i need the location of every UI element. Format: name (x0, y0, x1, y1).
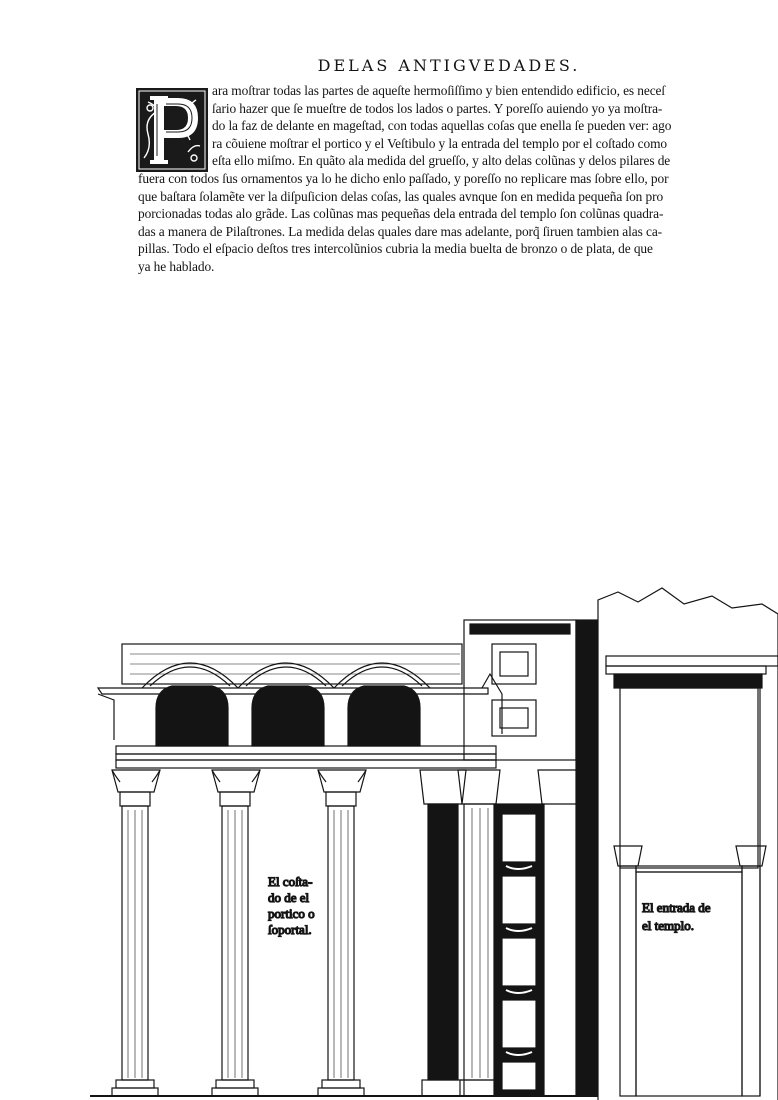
initial-letter: P (159, 156, 160, 157)
caption-line: do de el (268, 890, 310, 905)
running-head: DELAS ANTIGVEDADES. (317, 56, 581, 75)
text-line: do la faz de delante en mageſtad, con todas aquellas coſas que enella ſe pueden ver: ago (212, 118, 672, 134)
caption-line: portico o (268, 906, 315, 921)
arched-attic (122, 644, 462, 688)
text-line: porcionadas todas alo grãde. Las colũnas mas pequeñas dela entrada del templo ſon colũnas quadra- (138, 206, 664, 222)
caption-line: El entrada de (642, 900, 711, 915)
dark-pilasters (420, 770, 500, 1096)
body-text (138, 82, 758, 276)
text-line: pillas. Todo el eſpacio deſtos tres intercolũnios cubria la media buelta de bronzo o de plata, de que (138, 241, 653, 257)
caption-line: ſoportal. (268, 922, 312, 937)
architectural-woodcut (90, 560, 778, 1100)
caption-line: el templo. (642, 918, 694, 933)
temple-wall (598, 588, 778, 1100)
portico-caption (268, 874, 315, 937)
text-line: ya he hablado. (138, 258, 215, 274)
portico-columns (112, 770, 366, 1096)
text-line: das a manera de Pilaſtrones. La medida delas quales dare mas adelante, porq̃ ſiruen tambien alas ca- (138, 223, 663, 239)
text-line: ra cõuiene moſtrar el portico y el Veſtibulo y la entrada del templo por el coſtado como (212, 135, 668, 151)
text-line: eſta ello miſmo. En quãto ala medida del grueſſo, y alto delas colũnas y delos pilares de (212, 153, 671, 169)
text-line: fuera con todos ſus ornamentos ya lo he dicho enlo paſſado, y poreſſo no replicare mas ſobre ello, por (138, 170, 669, 186)
text-line: ſario hazer que ſe mueſtre de todos los lados o partes. Y poreſſo auiendo yo ya moſtra- (212, 100, 663, 116)
portico-cornice (98, 674, 502, 768)
caption-line: El coſta- (268, 874, 313, 889)
text-line: que baſtara ſolamẽte ver la diſpuſicion delas coſas, las quales avnque ſon en medida pequeña ſon pro (138, 188, 664, 204)
text-line: ara moſtrar todas las partes de aqueſte hermoſiſſimo y bien entendido edificio, es neceſ (212, 83, 666, 98)
panel-tower (464, 620, 598, 1096)
